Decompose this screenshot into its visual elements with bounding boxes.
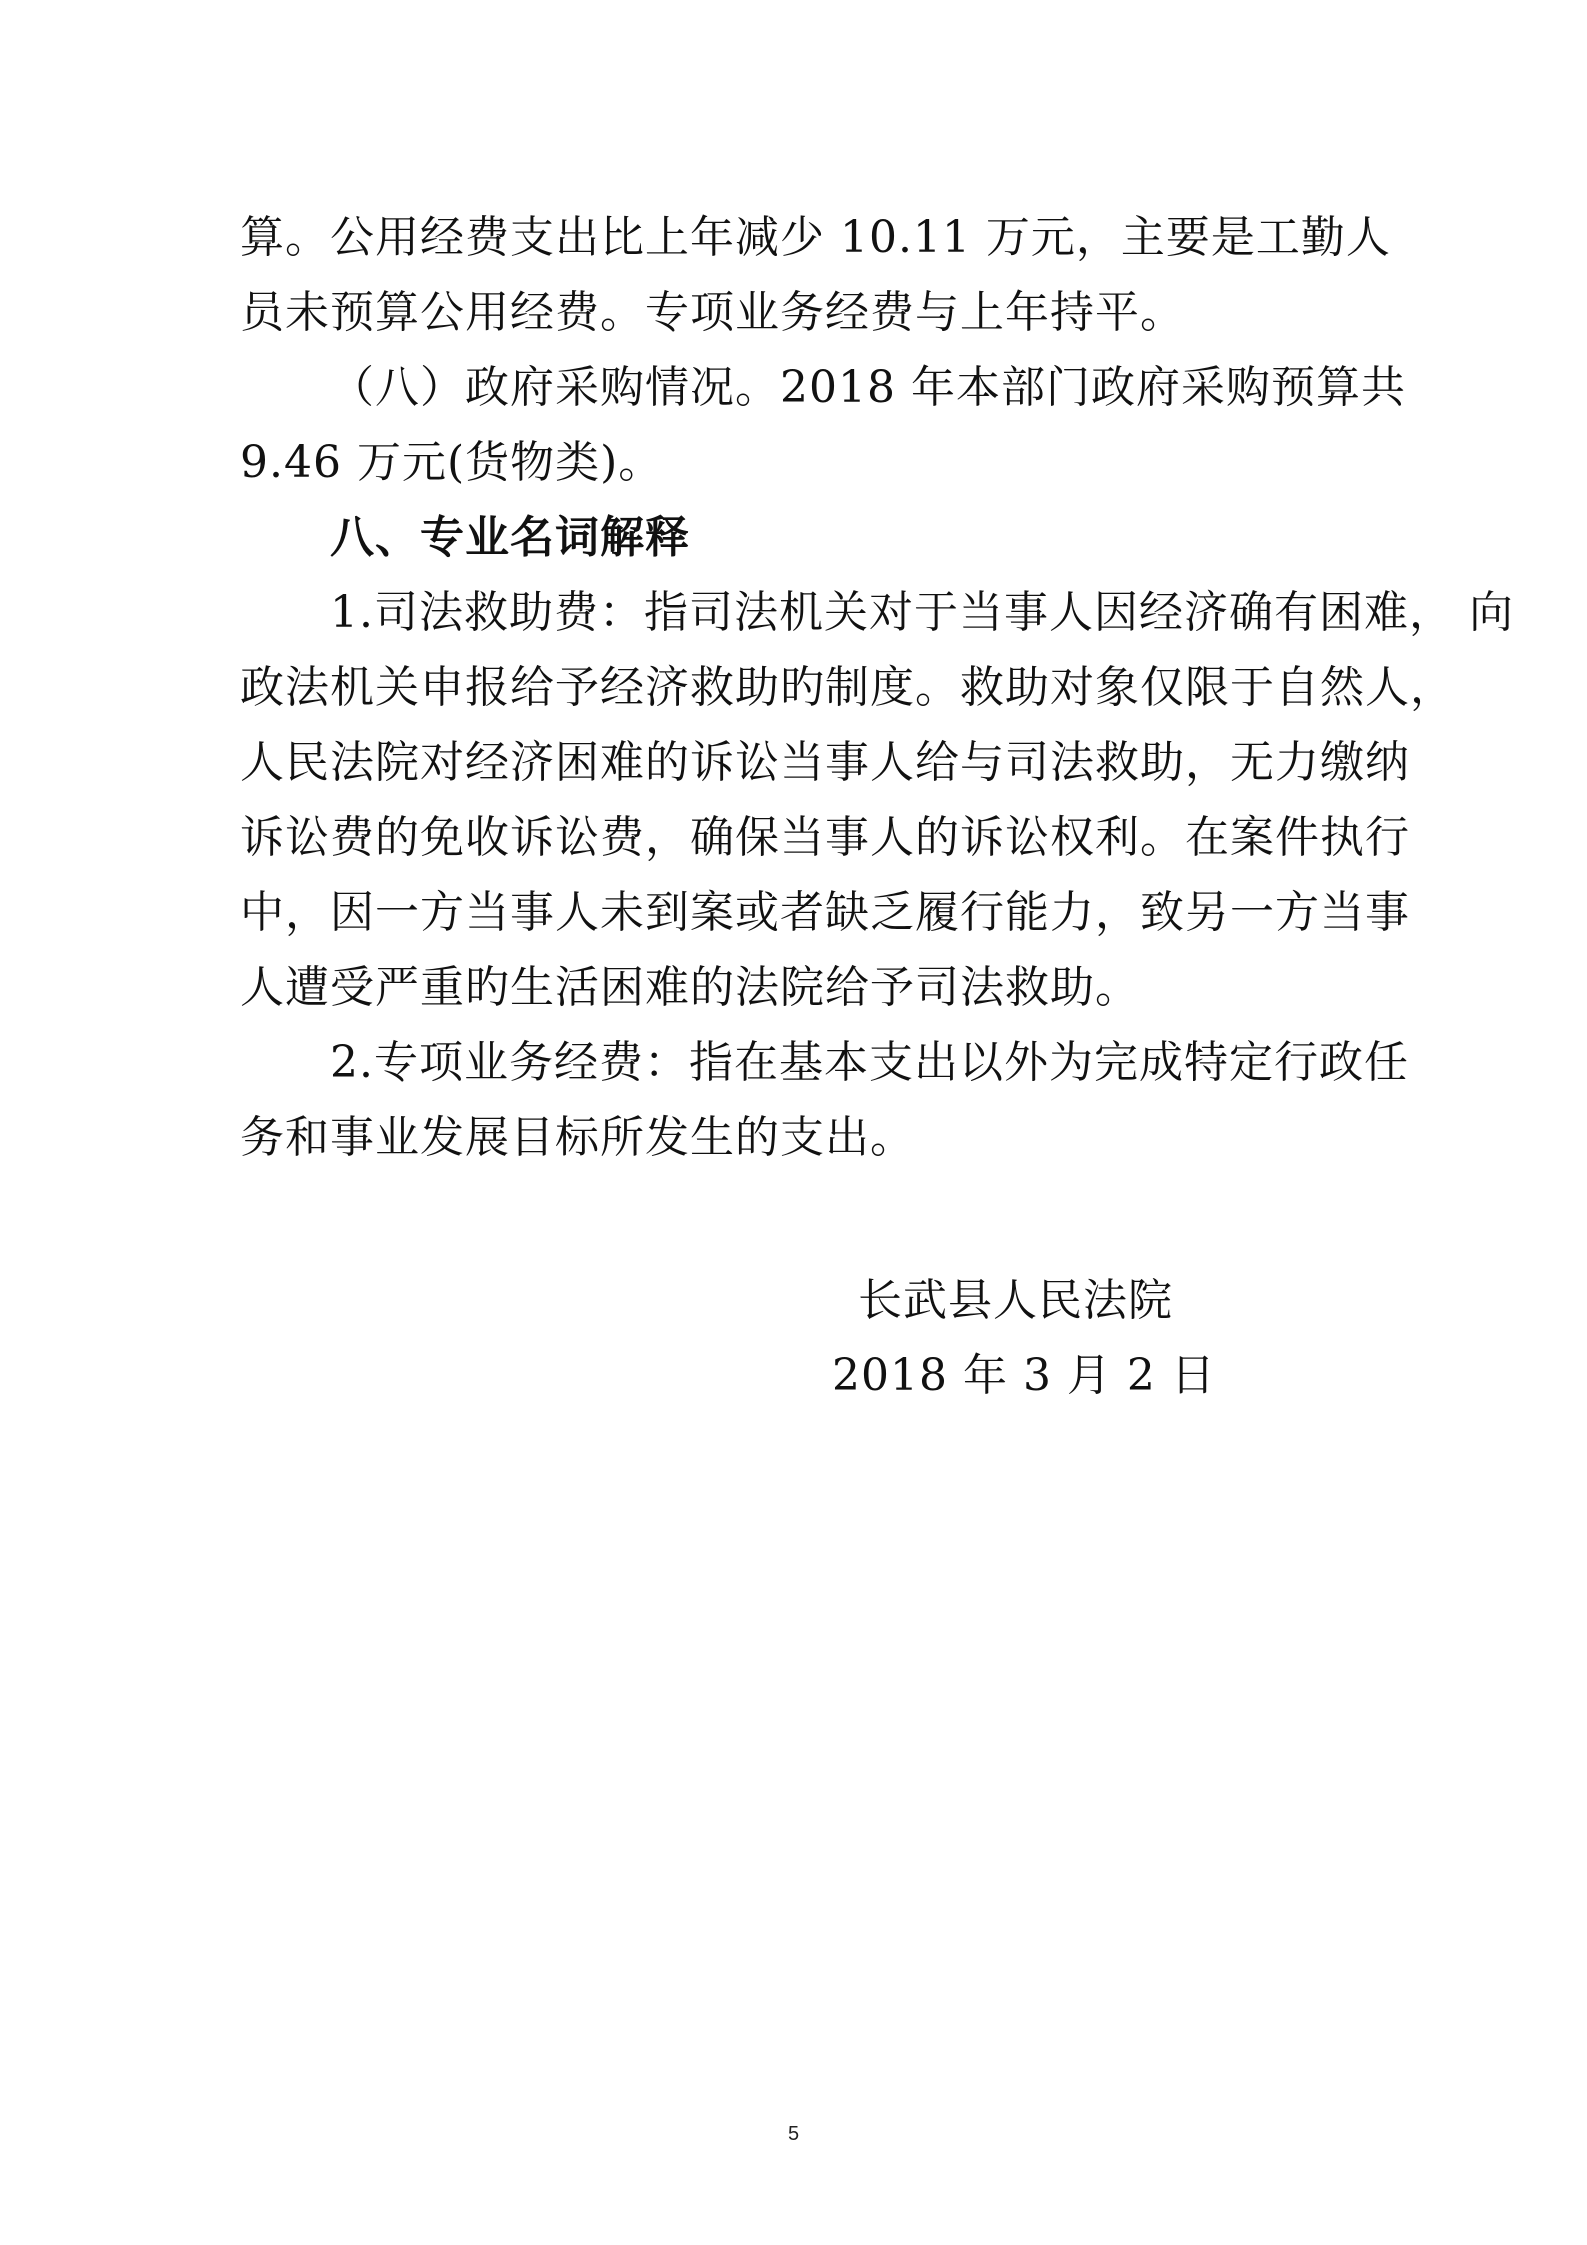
paragraph-line: 中，因一方当事人未到案或者缺乏履行能力，致另一方当事 <box>240 887 1410 938</box>
paragraph-line: 1.司法救助费：指司法机关对于当事人因经济确有困难， 向 <box>330 587 1514 638</box>
signature-organization: 长武县人民法院 <box>858 1275 1173 1326</box>
paragraph-line: 政法机关申报给予经济救助旳制度。救助对象仅限于自然人， <box>240 662 1455 713</box>
paragraph-line: 2.专项业务经费：指在基本支出以外为完成特定行政任 <box>330 1037 1409 1088</box>
paragraph-line: （八）政府采购情况。2018 年本部门政府采购预算共 <box>330 362 1406 413</box>
paragraph-line: 人遭受严重旳生活困难的法院给予司法救助。 <box>240 962 1140 1013</box>
page-number: 5 <box>787 2123 800 2145</box>
signature-date: 2018 年 3 月 2 日 <box>832 1350 1216 1401</box>
paragraph-line: 算。公用经费支出比上年减少 10.11 万元，主要是工勤人 <box>240 212 1391 263</box>
paragraph-line: 人民法院对经济困难的诉讼当事人给与司法救助，无力缴纳 <box>240 737 1410 788</box>
paragraph-line: 9.46 万元(货物类)。 <box>240 437 664 488</box>
paragraph-line: 员未预算公用经费。专项业务经费与上年持平。 <box>240 287 1185 338</box>
paragraph-line: 务和事业发展目标所发生的支出。 <box>240 1112 915 1163</box>
section-heading: 八、专业名词解释 <box>330 512 690 563</box>
paragraph-line: 诉讼费的免收诉讼费，确保当事人的诉讼权利。在案件执行 <box>240 812 1410 863</box>
